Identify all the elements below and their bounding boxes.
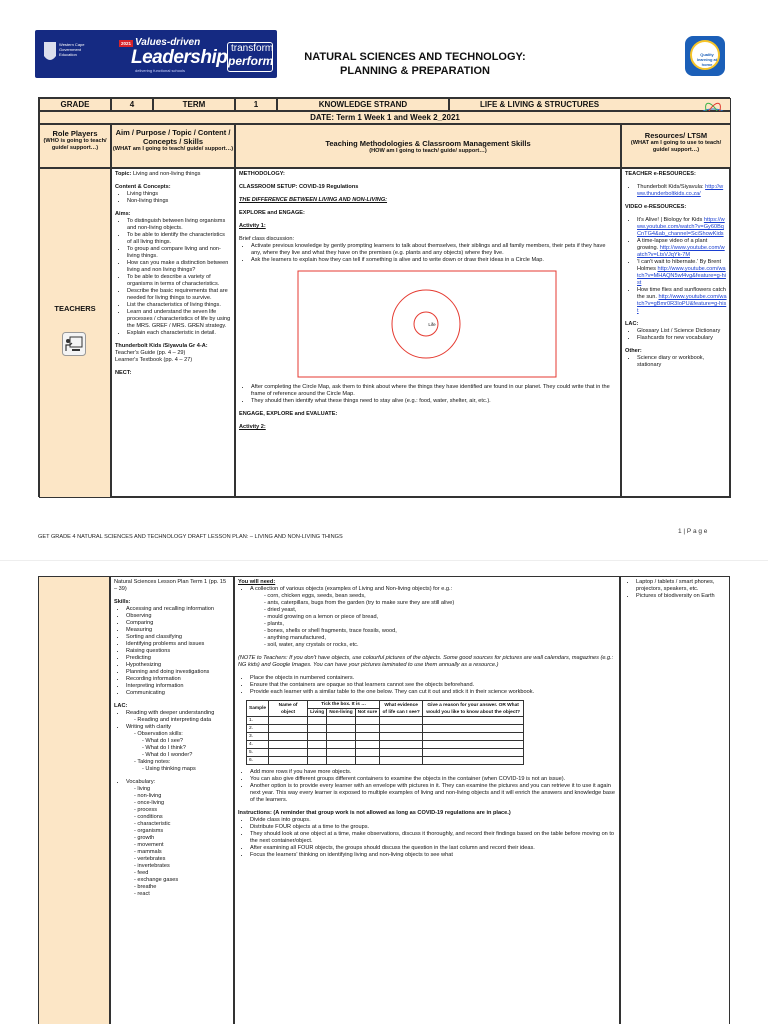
grade-label: GRADE bbox=[39, 98, 111, 111]
footer-text: GET GRADE 4 NATURAL SCIENCES AND TECHNOLOGY DRAFT LESSON PLAN: – LIVING AND NON-LIVING THINGS bbox=[38, 534, 343, 540]
quality-learning-badge: Quality learning at home bbox=[685, 36, 725, 76]
page-number: 1 | P a g e bbox=[678, 528, 708, 535]
tp-bottom: perform bbox=[228, 54, 274, 68]
video-link[interactable]: http://www.youtube.com/watch?v=gBmr0R3IoPU&feature=g-hist bbox=[637, 294, 727, 314]
page-divider bbox=[0, 560, 768, 561]
observation-table: Sample Name of object Tick the box. It is … What evidence of life can I see? Give a reason for your answer. OR What would you like to know about the object? Living Non-living Not sure 1. 2. 3. 4. 5. 6. bbox=[246, 700, 524, 765]
page-title: NATURAL SCIENCES AND TECHNOLOGY: PLANNING & PREPARATION bbox=[304, 51, 526, 77]
tagline-main: Leadership bbox=[131, 47, 228, 68]
resources-content-p2: • Laptop / tablets / smart phones, projectors, speakers, etc. • Pictures of biodiversity on Earth bbox=[620, 576, 730, 1024]
term-label: TERM bbox=[153, 98, 235, 111]
video-link[interactable]: http://www.youtube.com/watch?v=MHAQN5wf4vg&feature=g-hist bbox=[637, 266, 726, 286]
year-badge: 2021 bbox=[121, 41, 132, 46]
method-header: Teaching Methodologies & Classroom Management Skills (HOW am I going to teach/ guide/ support…) bbox=[235, 124, 621, 168]
resources-content: TEACHER e-RESOURCES: • Thunderbolt Kids/Siyavula: http://www.thunderboltkids.co.za/ VIDEO e-RESOURCES: • It's Alive! | Biology for Kids https://www.youtube.com/watch?v=Gy60BqCnTG4&ab_channel=SciShowKids • A time-lapse video of a plant growing. http://www.youtube.com/watch?v=LtsVJqYk-7M • 'I can't wait to hibernate.' By Brent Holmes http://www.youtube.com/watch?v=MHAQN5wf4vg&feature=g-hist • How time flies and sunflowers catch the sun. http://www.youtube.com/watch?v=gBmr0R3IoPU&feature=g-hist LAC: • Glossary List / Science Dictionary • Flashcards for new vocabulary Other: • Science diary or workbook, stationary bbox=[621, 168, 731, 498]
aim-header: Aim / Purpose / Topic / Content / Concepts / Skills (WHAT am I going to teach/ guide/ support…) bbox=[111, 124, 235, 168]
org-name: Western Cape Government Education bbox=[59, 42, 85, 57]
resources-header: Resources/ LTSM (WHAT am I going to use to teach/ guide/ support…) bbox=[621, 124, 731, 168]
concepts-list: • Living things • Non-living things bbox=[115, 191, 231, 205]
teachers-cell bbox=[39, 168, 111, 498]
planning-table bbox=[38, 97, 730, 497]
video-link[interactable]: https://www.youtube.com/watch?v=Gy60BqCnTG4&ab_channel=SciShowKids bbox=[637, 217, 725, 237]
video-list: • It's Alive! | Biology for Kids https://www.youtube.com/watch?v=Gy60BqCnTG4&ab_channel=SciShowKids • A time-lapse video of a plant growing. http://www.youtube.com/watch?v=LtsVJqYk-7M • 'I can't wait to hibernate.' By Brent Holmes http://www.youtube.com/watch?v=MHAQN5wf4vg&feature=g-hist • How time flies and sunflowers catch the sun. http://www.youtube.com/watch?v=gBmr0R3IoPU&feature=g-hist bbox=[625, 217, 727, 315]
aim-content: Topic: Living and non-living things Content & Concepts: • Living things • Non-living things Aims: • To distinguish between living organisms and non-living objects. • To be able to identify the characteristics of all living things. • To group and compare living and non-living things. • How can you make a distinction between living and non living things? • To be able to describe a variety of organisms in terms of characteristics. • Describe the basic requirements that are needed for living things to survive. • List the characteristics of living things. • Learn and understand the seven life processes / characteristics of life by using the MRS. GREF / MRS. GREN strategy. • Explain each characteristic in detail. Thunderbolt Kids /Siyavula Gr 4-A: Teacher's Guide (pp. 4 – 29) Learner's Textbook (pp. 4 – 27) NECT: bbox=[111, 168, 235, 498]
tagline-sub: delivering functional schools bbox=[135, 68, 186, 73]
strand-label: KNOWLEDGE STRAND bbox=[277, 98, 449, 111]
method-content: METHODOLOGY: CLASSROOM SETUP: COVID-19 Regulations THE DIFFERENCE BETWEEN LIVING AND NON-LIVING: EXPLORE and ENGAGE: Activity 1: Brief class discussion: • Activate previous knowledge by gently prompting learners to talk about themselves, their siblings and all family members, their pets if they have any, where they live and what they have on the premises (e.g. plants and any objects) where they live. • Ask the learners to explain how they can tell if something is alive and to write down or draw their ideas in a Circle Map. Life • After completing the Circle Map, ask them to think about where the things they have identified are found in our planet. They could write that in the frame of reference around the Circle Map. • They should then identify what these things need to stay alive (e.g.: food, water, shelter, air, etc.). ENGAGE, EXPLORE and EVALUATE: Activity 2: bbox=[235, 168, 621, 498]
thunderbolt-link[interactable]: http://www.thunderboltkids.co.za/ bbox=[637, 184, 724, 197]
tagline-top: Values-driven bbox=[135, 37, 201, 48]
teachers-label: TEACHERS bbox=[54, 304, 96, 313]
teachers-cell-p2 bbox=[38, 576, 110, 1024]
grade-value: 4 bbox=[111, 98, 153, 111]
tp-top: transform bbox=[231, 43, 274, 54]
method-content-p2: You will need: • A collection of various objects (examples of Living and Non-living objects) for e.g.: - corn, chicken eggs, seeds, bean seeds, - ants, caterpillars, bugs from the garden (try to make sure they are still alive) - dried yeast, - mould growing on a lemon or piece of bread, - plants, - bones, shells or shell fragments, trace fossils, wood, - anything manufactured, - soil, water, any crystals or rocks, etc. (NOTE to Teachers: If you don't have objects, use colourful pictures of the objects. Some good sources for pictures are wall calendars, magazines (e.g.: NG kids) and Google Images. You can have your pictures laminated to use them annually as a resource.) • Place the objects in numbered containers. • Ensure that the containers are opaque so that learners cannot see the objects beforehand. • Provide each learner with a similar table to the one below. They can cut it out and stick it in their science workbook. Sample Name of object Tick the box. It is … What evidence of life can I see? Give a reason for your answer. OR What would you like to know about the object? Living Non-living Not sure 1. 2. 3. 4. 5. 6. • Add more rows if you have more objects. • You can also give different groups different containers to examine the objects in the container (when COVID-19 is not an issue). • Another option is to provide every learner with an envelope with pictures in it. They can examine the pictures and you can retrieve it to use it again next year. This way every learner is exposed to multiple examples of living and non-living objects and it will enrich the answers and knowledge base of the learners. Instructions: (A reminder that group work is not allowed as long as COVID-19 regulations are in place.) • Divide class into groups. • Distribute FOUR objects at a time to the groups. • They should look at one object at a time, make observations, discuss it thoroughly, and record their findings based on the table before moving on to the next container/object. • After examining all FOUR objects, the groups should discuss the question in the last column and record their ideas. • Focus the learners' thinking on identifying living and non-living objects to see what bbox=[234, 576, 620, 1024]
teacher-board-icon bbox=[62, 332, 86, 356]
strand-value: LIFE & LIVING & STRUCTURES bbox=[449, 98, 731, 111]
date-row: DATE: Term 1 Week 1 and Week 2_2021 bbox=[39, 111, 731, 124]
video-link[interactable]: http://www.youtube.com/watch?v=LtsVJqYk-7M bbox=[637, 245, 725, 258]
aim-content-p2: Natural Sciences Lesson Plan Term 1 (pp. 15 – 39) Skills: • Accessing and recalling information • Observing • Comparing • Measuring • Sorting and classifying • Identifying problems and issues • Raising questions • Predicting • Hypothesizing • Planning and doing investigations • Recording information • Interpreting information • Communicating LAC: • Reading with deeper understanding - Reading and interpreting data • Writing with clarity - Observation skills: - What do I see? - What do I think? - What do I wonder? - Taking notes: - Using thinking maps • Vocabulary: - living - non-living - once-living - process - conditions - characteristic - organisms - growth - movement - mammals - vertebrates - invertebrates - feed - exchange gases - breathe - react bbox=[110, 576, 234, 1024]
planning-table-page2 bbox=[38, 576, 730, 1024]
term-value: 1 bbox=[235, 98, 277, 111]
circle-map-label: Life bbox=[428, 322, 436, 327]
circle-map-area bbox=[239, 264, 617, 384]
brand-banner bbox=[35, 30, 277, 78]
role-header: Role Players (WHO is going to teach/ guide/ support…) bbox=[39, 124, 111, 168]
aims-list: • To distinguish between living organisms and non-living objects. • To be able to identify the characteristics of all living things. • To group and compare living and non-living things. • How can you make a distinction between living and non living things? • To be able to describe a variety of organisms in terms of characteristics. • Describe the basic requirements that are needed for living things to survive. • List the characteristics of living things. • Learn and understand the seven life processes / characteristics of life by using the MRS. GREF / MRS. GREN strategy. • Explain each characteristic in detail. bbox=[115, 218, 231, 337]
